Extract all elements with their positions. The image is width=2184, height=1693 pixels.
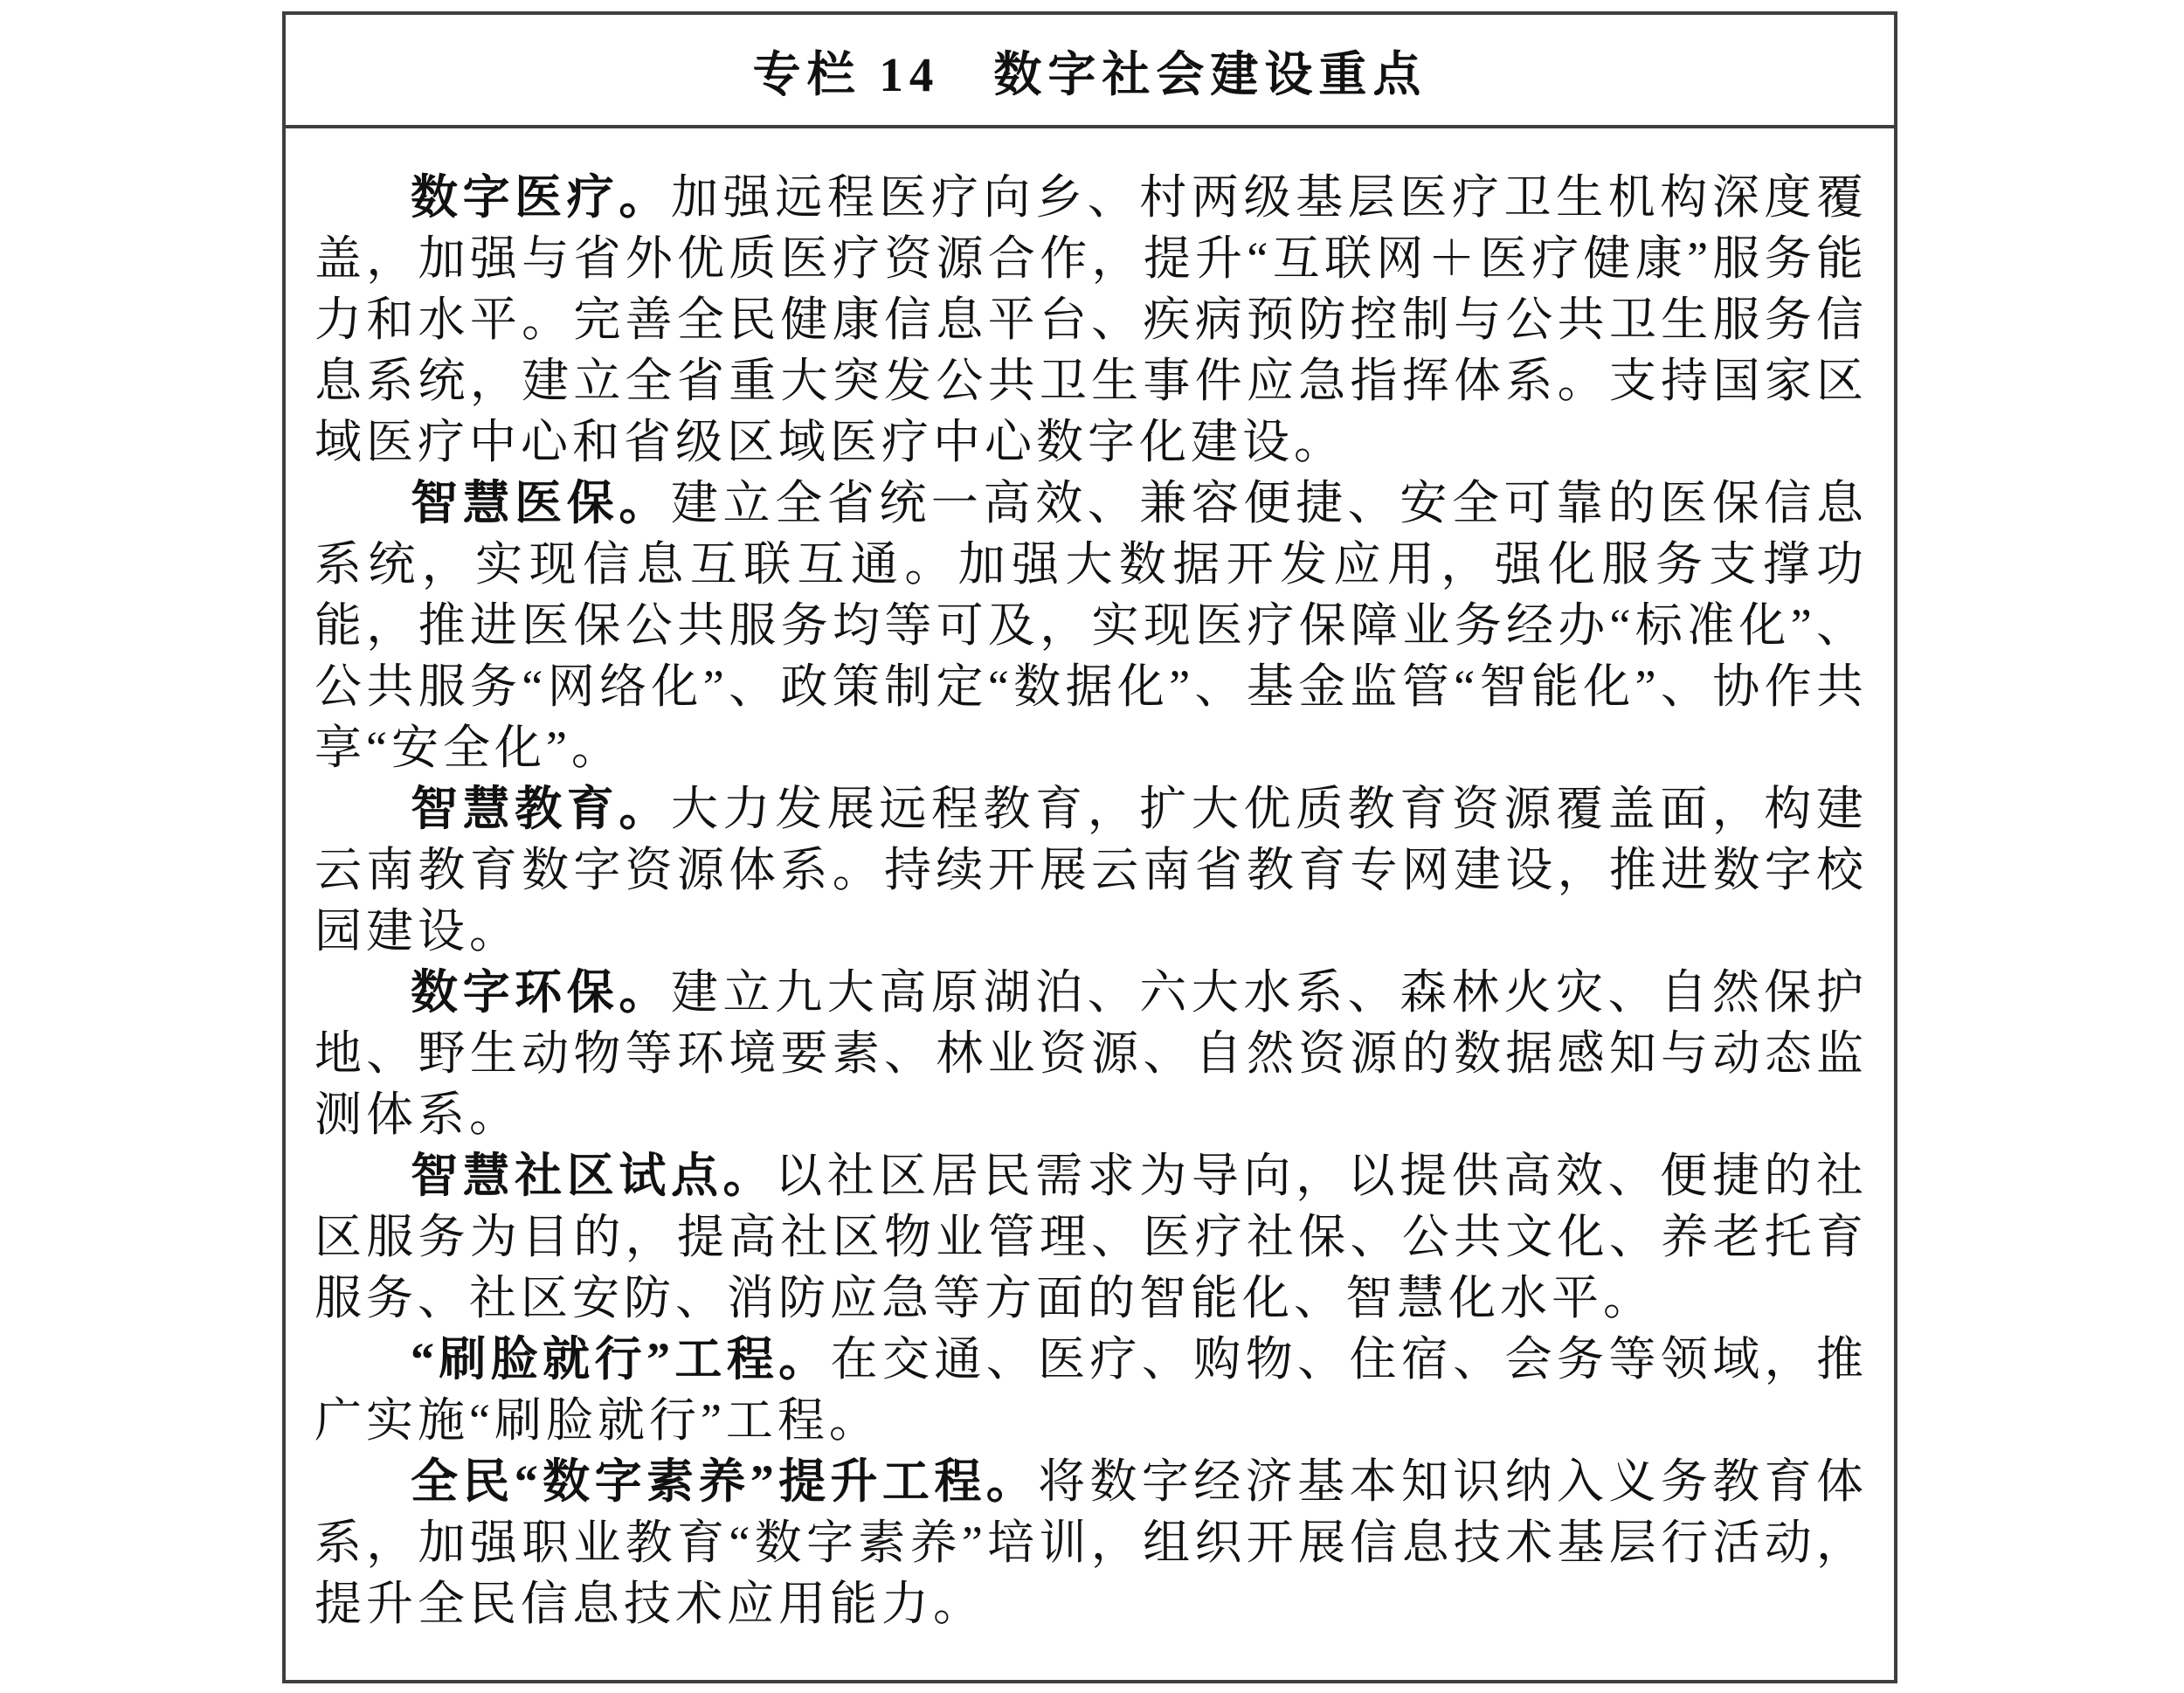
paragraph: [314, 1451, 1868, 1634]
paragraph-text: 在交通、医疗、购物、住宿、会务等领域，推广实施“刷脸就行”工程。: [314, 1333, 1869, 1447]
paragraph-lead: 智慧社区试点。: [411, 1150, 776, 1202]
paragraph: [314, 778, 1868, 962]
paragraph-text: 以社区居民需求为导向，以提供高效、便捷的社区服务为目的，提高社区物业管理、医疗社保、公共文化、养老托育服务、社区安防、消防应急等方面的智能化、智慧化水平。: [314, 1150, 1869, 1324]
paragraph-text: 将数字经济基本知识纳入义务教育体系，加强职业教育“数字素养”培训，组织开展信息技术基层行活动，提升全民信息技术应用能力。: [314, 1455, 1869, 1630]
paragraph: [314, 1329, 1868, 1451]
box-body: [286, 128, 1894, 1634]
paragraph-lead: 数字环保。: [411, 966, 671, 1019]
callout-box: [282, 11, 1897, 1683]
paragraph: [314, 167, 1868, 473]
paragraph-lead: 智慧教育。: [411, 783, 671, 835]
paragraph: [314, 473, 1868, 778]
paragraph-lead: 数字医疗。: [411, 171, 671, 224]
box-title: 专栏 14 数字社会建设重点: [286, 15, 1894, 128]
paragraph-lead: 智慧医保。: [411, 477, 671, 529]
paragraph-text: 大力发展远程教育，扩大优质教育资源覆盖面，构建云南教育数字资源体系。持续开展云南省教育专网建设，推进数字校园建设。: [314, 783, 1869, 957]
paragraph-lead: 全民“数字素养”提升工程。: [411, 1455, 1039, 1508]
paragraph: [314, 1145, 1868, 1329]
paragraph-lead: “刷脸就行”工程。: [411, 1333, 831, 1385]
paragraph: [314, 962, 1868, 1145]
paragraph-text: 建立全省统一高效、兼容便捷、安全可靠的医保信息系统，实现信息互联互通。加强大数据开发应用，强化服务支撑功能，推进医保公共服务均等可及，实现医疗保障业务经办“标准化”、公共服务“网络化”、政策制定“数据化”、基金监管“智能化”、协作共享“安全化”。: [314, 477, 1869, 774]
paragraph-text: 建立九大高原湖泊、六大水系、森林火灾、自然保护地、野生动物等环境要素、林业资源、自然资源的数据感知与动态监测体系。: [314, 966, 1869, 1141]
paragraph-text: 加强远程医疗向乡、村两级基层医疗卫生机构深度覆盖，加强与省外优质医疗资源合作，提升“互联网＋医疗健康”服务能力和水平。完善全民健康信息平台、疾病预防控制与公共卫生服务信息系统，建立全省重大突发公共卫生事件应急指挥体系。支持国家区域医疗中心和省级区域医疗中心数字化建设。: [314, 171, 1869, 468]
